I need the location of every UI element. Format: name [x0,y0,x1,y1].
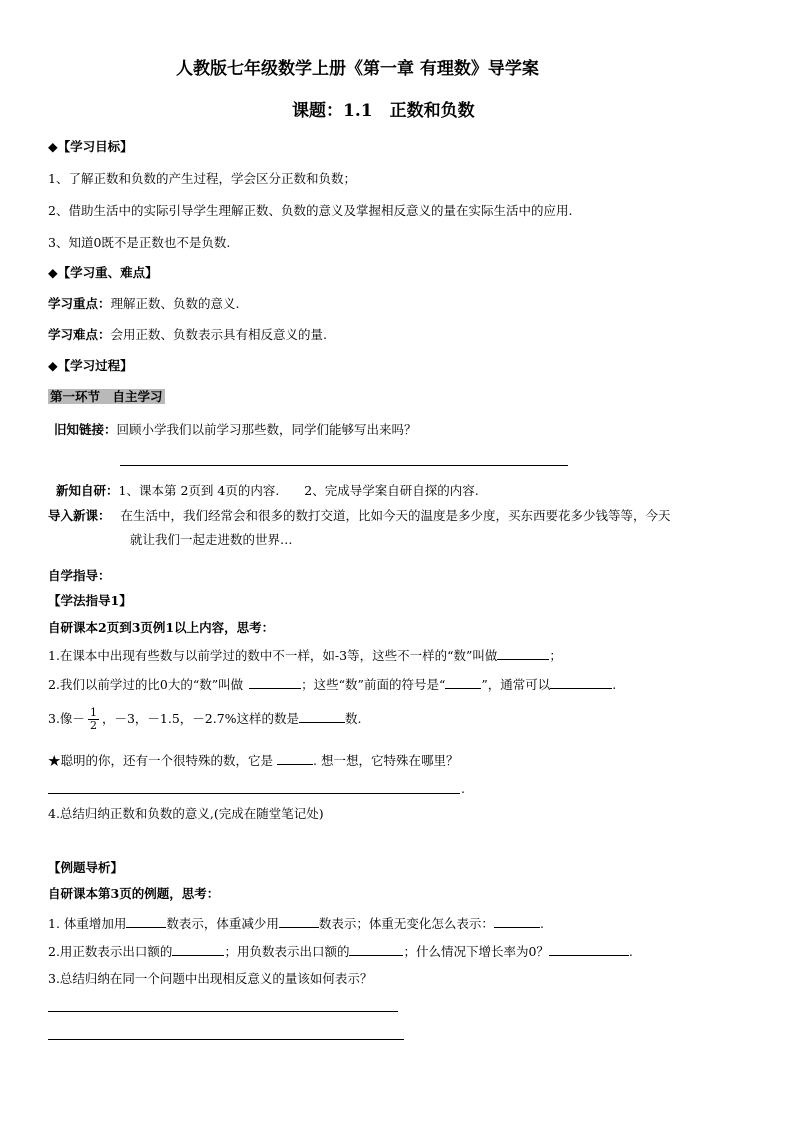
new-knowledge-row [56,482,479,500]
question-1-text: 1.在课本中出现有些数与以前学过的数中不一样，如-3等，这些不一样的“数”叫做 [48,648,498,663]
key-point-label: 学习重点： [48,296,111,311]
example-1-text-b: 数表示，体重减少用 [166,916,279,931]
question-3-end: 数. [345,711,362,726]
star-question-text-b: . 想一想，它特殊在哪里？ [313,753,459,768]
key-points-heading: ◆【学习重、难点】 [48,265,158,280]
question-2-end: . [612,677,617,692]
new-knowledge-label: 新知自研： [56,483,119,498]
fraction-denominator: 2 [89,719,97,732]
example-1-text-c: 数表示；体重无变化怎么表示： [318,916,494,931]
question-3-blank[interactable] [299,709,345,723]
new-knowledge-text: 1、课本第 2页到 4页的内容. 2、完成导学案自研自探的内容. [118,483,479,498]
example-2-text-a: 2.用正数表示出口额的 [48,944,173,959]
guide-1-heading: 【学法指导1】 [48,593,132,608]
objective-2: 2、借助生活中的实际引导学生理解正数、负数的意义及掌握相反意义的量在实际生活中的应用. [48,203,573,218]
example-2-text-c: ；什么情况下增长率为0？ [403,944,549,959]
intro-row [48,507,671,525]
star-answer-line[interactable] [48,793,460,794]
step-1-highlight: 第一环节 自主学习 [50,389,163,404]
document-title: 人教版七年级数学上册《第一章 有理数》导学案 [176,59,539,79]
question-2-text-a: 2.我们以前学过的比0大的“数”叫做 [48,677,244,692]
review-row [54,421,417,439]
example-2-blank-2[interactable] [349,942,403,956]
example-question-3: 3.总结归纳在同一个问题中出现相反意义的量该如何表示？ [48,971,373,986]
review-text: 回顾小学我们以前学习那些数，同学们能够写出来吗？ [116,422,417,437]
difficulty-label: 学习难点： [48,327,111,342]
example-heading: 【例题导析】 [48,860,124,875]
lesson-subtitle: 课题：1.1 正数和负数 [292,101,475,121]
question-4 [48,805,324,823]
question-2-blank-3[interactable] [550,675,612,689]
question-2 [48,675,616,694]
example-question-2 [48,942,633,961]
objective-3: 3、知道0既不是正数也不是负数. [48,235,231,250]
example-1-blank-1[interactable] [126,914,166,928]
fraction-numerator: 1 [89,706,97,719]
example-question-1 [48,914,544,933]
example-2-blank-3[interactable] [549,942,629,956]
review-answer-line[interactable] [120,465,568,466]
example-answer-line-2[interactable] [48,1039,404,1040]
key-point [48,295,240,313]
guide-1-task: 自研课本2页到3页例1以上内容，思考： [48,620,275,635]
objectives-heading: ◆【学习目标】 [48,139,133,154]
example-2-end: . [628,944,633,959]
objective-1: 1、了解正数和负数的产生过程，学会区分正数和负数； [48,171,356,186]
star-question-text-a: ★聪明的你，还有一个很特殊的数，它是 [48,753,274,768]
question-1 [48,646,562,665]
review-label: 旧知链接： [54,422,117,437]
example-1-text-a: 1. 体重增加用 [48,916,127,931]
question-1-blank[interactable] [497,646,549,660]
star-question-blank[interactable] [277,751,313,765]
step-1-heading [48,388,165,406]
intro-text-1: 在生活中，我们经常会和很多的数打交道，比如今天的温度是多少度，买东西要花多少钱等等，今天 [120,508,671,523]
question-3 [48,704,362,734]
key-point-text: 理解正数、负数的意义. [110,296,240,311]
example-answer-line-1[interactable] [48,1011,398,1012]
question-2-blank-2[interactable] [445,675,481,689]
example-task: 自研课本第3页的例题，思考： [48,886,220,901]
difficulty-text: 会用正数、负数表示具有相反意义的量. [110,327,327,342]
difficulty-point [48,326,327,344]
example-2-blank-1[interactable] [172,942,224,956]
question-4-text: 4.总结归纳正数和负数的意义,(完成在随堂笔记处) [48,806,324,821]
question-1-end: ； [549,648,562,663]
intro-label: 导入新课： [48,508,111,523]
question-3-text: ，－3，－1.5，－2.7%这样的数是 [101,711,300,726]
intro-text-2: 就让我们一起走进数的世界… [130,532,293,547]
question-3-prefix: 3.像－ [48,711,85,726]
process-heading: ◆【学习过程】 [48,358,133,373]
question-2-blank-1[interactable] [249,675,301,689]
question-2-text-b: ；这些“数”前面的符号是“ [301,677,446,692]
question-2-text-c: ”，通常可以 [481,677,551,692]
example-1-end: . [539,916,544,931]
fraction-one-half [88,707,99,732]
example-2-text-b: ；用负数表示出口额的 [224,944,350,959]
self-study-heading: 自学指导： [48,568,111,583]
star-question [48,751,458,770]
example-1-blank-3[interactable] [494,914,540,928]
example-1-blank-2[interactable] [279,914,319,928]
star-answer-period: . [461,781,465,796]
